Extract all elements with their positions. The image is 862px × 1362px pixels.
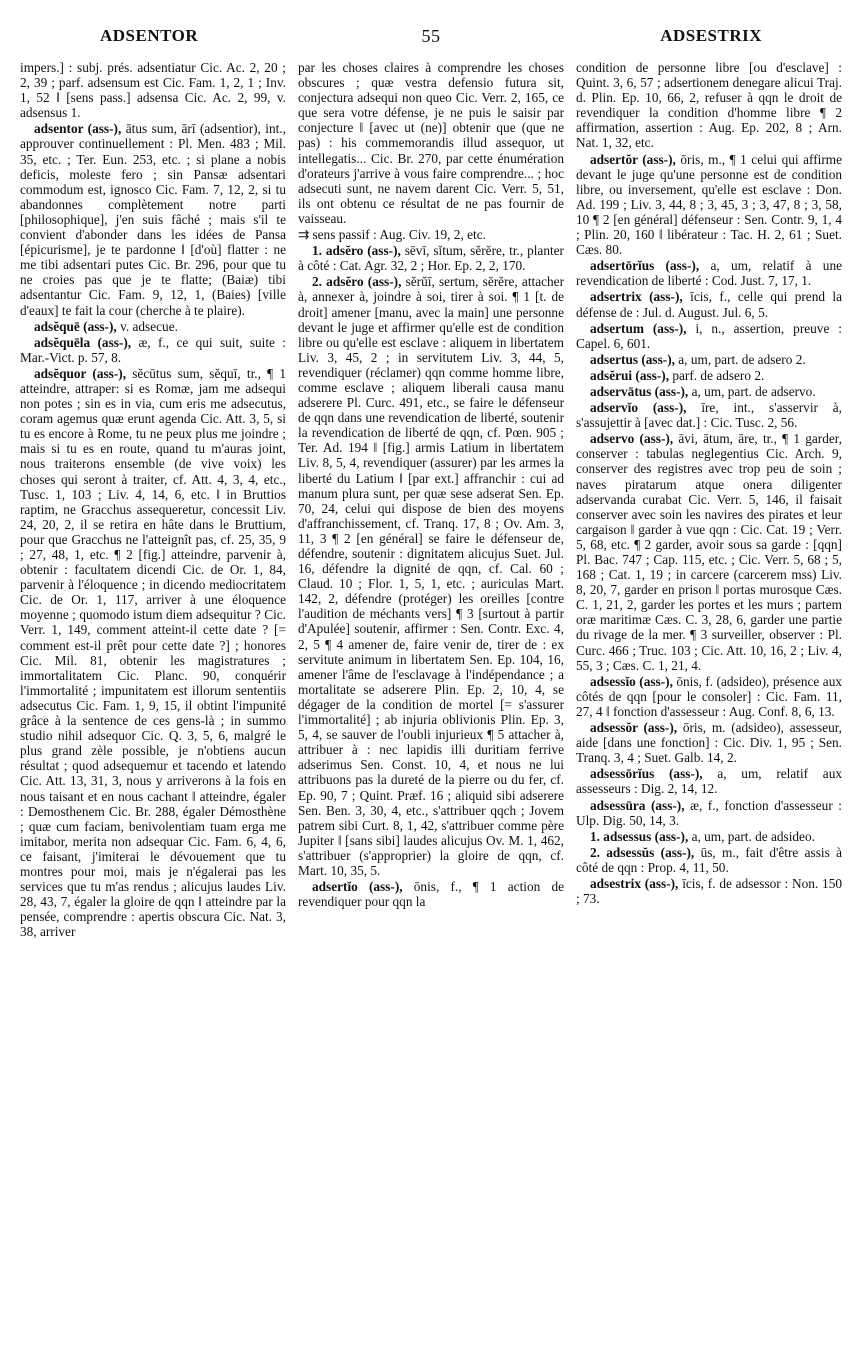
dictionary-entry	[576, 400, 842, 430]
entry-text: sĕcūtus sum, sĕquī, tr., ¶ 1 atteindre, attraper: si es Romæ, jam me adsequi non potes ; sin es in via, cum eris me adsecutus, coram agemus quæ erunt agenda Cic. Att. 3, 5, si tu es encore à Rome, tu ne peux plus me joindre ; mais si tu es en route, quand tu m'auras joint, nous traiterons ensemble (de vive voix) les choses qui seront à traiter, cf. Att. 4, 3, 4, etc., Tusc. 1, 103 ; Liv. 4, 14, 6, etc. ‖ in Bruttios raptim, ne Gracchus assequeretur, concessit Liv. 24, 20, 2, il se retira en hâte dans le Bruttium, pour que Gracchus ne l'atteignît pas, cf. 25, 35, 9 ; 27, 48, 1, etc. ¶ 2 [fig.] atteindre, parvenir à, obtenir : facultatem dicendi Cic. de Or. 1, 84, parvenir à l'éloquence ; in dicendo mediocritatem Cic. de Or. 1, 117, arriver à une éloquence moyenne ; quomodo istum diem adsequitur ? Cic. Verr. 1, 149, comment atteint-il cette date ? [= comment est-il prêt pour cette date ?] ; honores Cic. Mil. 81, obtenir les magistratures ; immortalitatem Cic. Planc. 90, conquérir l'immortalité ; impunitatem est illorum sententiis adsecutus Cic. Fam. 1, 9, 15, il obtint l'impunité grâce à la sentence de ces gens-là ; in summo studio nihil adsequor Cic. Q. 3, 5, 6, malgré le plus grand zèle possible, je n'obtiens aucun résultat ; quod adsequemur et tacendo et latendo Cic. Att. 13, 31, 3, nous y arriverons à la fois en nous taisant et en nous cachant ‖ atteindre, égaler : Demosthenem Cic. Br. 288, égaler Démosthène ; quæ cum faciam, benivolentiam tuam erga me imitabor, merita non adsequar Cic. Fam. 6, 4, 6, ce faisant, j'imiterai le dévouement que tu montres pour moi, mais je n'égalerai pas les services que tu m'as rendus ; alicujus laudes Liv. 28, 43, 7, égaler la gloire de qqn ‖ atteindre par la pensée, comprendre : apertis obscura Cic. Nat. 3, 38, arriver	[20, 365, 286, 940]
dictionary-entry	[576, 384, 842, 399]
entry-headword: adsĕquor (ass-),	[34, 365, 127, 381]
entry-text: a, um, part. de adsideo.	[691, 828, 815, 844]
entry-text: ūs, m., fait d'être assis à côté de qqn : Prop. 4, 11, 50.	[576, 844, 842, 875]
entry-headword: 1. adsessus (ass-),	[590, 828, 689, 844]
column-right	[576, 60, 842, 1350]
dictionary-entry	[298, 60, 564, 226]
dictionary-entry	[576, 766, 842, 796]
entry-text: æ, f., ce qui suit, suite : Mar.-Vict. p. 57, 8.	[20, 334, 286, 365]
dictionary-entry	[298, 274, 564, 878]
dictionary-entry	[298, 879, 564, 909]
entry-text: īre, int., s'asservir à, s'assujettir à [avec dat.] : Cic. Tusc. 2, 56.	[576, 400, 842, 431]
entry-headword: adsĕrui (ass-),	[590, 367, 670, 383]
entry-text: āvi, ātum, āre, tr., ¶ 1 garder, conserver : tabulas neglegentius Cic. Arch. 9, conserver des registres avec trop peu de soin ; naves piratarum atque onera diligenter adservanda curabat Cic. Verr. 5, 146, il faisait conserver avec soin les navires des pirates et leur cargaison ‖ garder à vue qqn : Cic. Cat. 19 ; Verr. 5, 68, etc. ¶ 2 garder, avoir sous sa garde : [qqn] Pl. Bac. 747 ; Cap. 115, etc. ; Cic. Verr. 5, 68 ; 5, 168 ; Cat. 1, 19 ; in carcere (carcerem mss) Liv. 8, 20, 7, garder en prison ‖ portas murosque Cæs. C. 1, 21, 2, garder les portes et les murs ; partem oræ maritimæ Cæs. C. 3, 28, 6, garder une partie du rivage de la mer. ¶ 3 surveiller, observer : Pl. Curc. 466 ; Truc. 103 ; Cic. Att. 10, 16, 2 ; Liv. 4, 55, 3 ; Cæs. C. 1, 21, 4.	[576, 431, 842, 673]
entry-headword: adsĕquē (ass-),	[34, 318, 117, 334]
dictionary-entry	[576, 720, 842, 765]
dictionary-entry	[576, 829, 842, 844]
entry-headword: adsessŏr (ass-),	[590, 720, 678, 736]
dictionary-entry	[576, 152, 842, 258]
entry-headword: adsertrix (ass-),	[590, 289, 683, 305]
entry-headword: adsertĭo (ass-),	[312, 879, 403, 895]
dictionary-entry	[20, 366, 286, 940]
dictionary-entry	[576, 368, 842, 383]
entry-headword: adservĭo (ass-),	[590, 400, 687, 416]
entry-headword: adsertōrĭus (ass-),	[590, 258, 700, 274]
running-head-left: ADSENTOR	[100, 26, 199, 45]
entry-text: v. adsecue.	[120, 318, 178, 334]
dictionary-entry	[576, 60, 842, 151]
entry-headword: 1. adsĕro (ass-),	[312, 243, 401, 259]
entry-headword: adsestrix (ass-),	[590, 875, 679, 891]
dictionary-entry	[20, 319, 286, 334]
dictionary-entry	[298, 243, 564, 273]
entry-text: impers.] : subj. prés. adsentiatur Cic. Ac. 2, 20 ; 2, 39 ; parf. adsensum est Cic. Fam. 1, 2, 1 ; Inv. 1, 52 ‖ [sens pass.] adsensa Cic. Ac. 2, 99, v. adsensus 1.	[20, 60, 286, 121]
dictionary-entry	[576, 321, 842, 351]
entry-text: īcis, f. de adsessor : Non. 150 ; 73.	[576, 875, 842, 907]
entry-text: ōnis, f. (adsideo), présence aux côtés de qqn [pour le consoler] : Cic. Fam. 11, 27, 4 ‖ fonction d'assesseur : Aug. Conf. 8, 6, 13.	[576, 673, 842, 719]
entry-text: condition de personne libre [ou d'esclave] : Quint. 3, 6, 57 ; adsertionem denegare alicui Traj. d. Plin. Ep. 10, 66, 2, refuser à qqn le droit de revendiquer la condition d'homme libre ¶ 2 affirmation, assertion : Aug. Ep. 202, 8 ; Arn. Nat. 1, 32, etc.	[576, 60, 842, 151]
entry-text: a, um, relatif à une revendication de liberté : Cod. Just. 7, 17, 1.	[576, 258, 842, 289]
entry-text: ātus sum, ārī (adsentior), int., approuver continuellement : Pl. Men. 483 ; Mil. 35, etc. ; Ter. Eun. 253, etc. ; si plane a nobis deficis, moleste fero ; sin Pansæ adsentari commodum est, ignosco Cic. Fam. 7, 12, 2, si tu abandonnes complètement notre parti [philosophique], j'en suis fâché ; mais s'il te convient d'abonder dans les idées de Pansa [épicurisme], je te pardonne ‖ [d'où] flatter : ne me tibi adsentari putes Cic. Br. 296, pour que tu ne croies pas que je te flatte; (Baiæ) tibi adsentantur Cic. Fam. 9, 12, 1, (Baies) [ville d'eaux] te fait la cour (cherche à te plaire).	[20, 121, 286, 318]
entry-text: i, n., assertion, preuve : Capel. 6, 601.	[576, 320, 842, 351]
entry-headword: adsertum (ass-),	[590, 320, 687, 336]
dictionary-entry	[576, 258, 842, 288]
entry-headword: 2. adsessŭs (ass-),	[590, 844, 695, 860]
entry-text: sēvī, sĭtum, sĕrĕre, tr., planter à côté : Cat. Agr. 32, 2 ; Hor. Ep. 2, 2, 170.	[298, 243, 564, 274]
entry-headword: adsentor (ass-),	[34, 121, 122, 137]
dictionary-entry	[576, 431, 842, 673]
dictionary-entry	[20, 121, 286, 317]
dictionary-entry	[576, 798, 842, 828]
dictionary-entry	[576, 674, 842, 719]
dictionary-entry	[576, 289, 842, 319]
entry-text: īcis, f., celle qui prend la défense de : Jul. d. August. Jul. 6, 5.	[576, 289, 842, 320]
entry-text: ⇉ sens passif : Aug. Civ. 19, 2, etc.	[298, 227, 486, 243]
entry-text: a, um, part. de adsero 2.	[678, 351, 806, 367]
entry-headword: 2. adsĕro (ass-),	[312, 274, 402, 290]
dictionary-columns	[20, 60, 842, 1350]
dictionary-entry	[576, 352, 842, 367]
page-number: 55	[421, 26, 441, 46]
column-middle	[298, 60, 564, 1350]
column-left	[20, 60, 286, 1350]
entry-text: a, um, relatif aux assesseurs : Dig. 2, 14, 12.	[576, 766, 842, 797]
entry-headword: adsessōrĭus (ass-),	[590, 766, 703, 782]
dictionary-entry	[20, 335, 286, 365]
entry-headword: adsĕquēla (ass-),	[34, 334, 132, 350]
page-header	[20, 26, 842, 52]
entry-text: ōnis, f., ¶ 1 action de revendiquer pour qqn la	[298, 879, 564, 910]
entry-text: ōris, m., ¶ 1 celui qui affirme devant le juge qu'une personne est de condition libre, ou inversement, qu'elle est esclave : Don. Ad. 199 ; Liv. 3, 44, 8 ; 3, 45, 3 ; 3, 47, 8 ; 3, 58, 10 ¶ 2 [en général] défenseur : Sen. Contr. 9, 1, 4 ; Plin. 20, 160 ‖ libérateur : Tac. H. 2, 61 ; Suet. Cæs. 80.	[576, 151, 842, 258]
entry-headword: adservo (ass-),	[590, 431, 674, 447]
entry-headword: adsertŏr (ass-),	[590, 151, 676, 167]
running-head-right: ADSESTRIX	[660, 26, 762, 45]
entry-text: sĕrŭī, sertum, sĕrĕre, attacher à, annexer à, joindre à soi, tirer à soi. ¶ 1 [t. de droit] amener [manu, avec la main] une personne devant le juge et affirmer qu'elle est de condition libre ou qu'elle est esclave : aliquem in libertatem Liv. 3, 45, 2 ; in servitutem Liv. 3, 44, 5, revendiquer (réclamer) qqn comme homme libre, comme esclave ; aliquem liberali causa manu adserere Pl. Curc. 491, etc., se faire le défenseur de qqn dans une revendication de liberté, soutenir la revendication de liberté de qqn, cf. Pœn. 905 ; Ter. Ad. 194 ‖ [fig.] armis Latium in libertatem Liv. 8, 5, 4, revendiquer (assurer) par les armes la liberté du Latium ‖ [par ext.] affranchir : cui ad manum plura sunt, per quæ sese adserat Sen. Ep. 70, 24, celui qui dispose de bien des moyens d'affranchissement, cf. Tranq. 17, 8 ; Ov. Am. 3, 11, 3 ¶ 2 [en général] se faire le défenseur de, défendre, soutenir : dignitatem alicujus Suet. Jul. 16, défendre la dignité de qqn, cf. Cal. 60 ; Claud. 10 ; Flor. 1, 5, 1, etc. ; auriculas Mart. 142, 2, défendre (protéger) les oreilles [contre l'audition de méchants vers] ¶ 3 [surtout à partir d'Apulée] soutenir, affirmer : Sen. Contr. Exc. 4, 2, 5 ¶ 4 amener de, faire venir de, tirer de : ex servitute animum in libertatem Sen. Ep. 104, 16, amener l'âme de l'esclavage à l'indépendance ; a mortalitate se adserere Plin. Ep. 2, 10, 4, se dégager de la condition de mortel [= s'assurer l'immortalité] ; ab injuria oblivionis Plin. Ep. 3, 5, 4, se sauver de l'oubli injurieux ¶ 5 attacher à, attribuer à : nec lapidis illi duritiam ferrive adserimus Sen. Const. 10, 4, et nous ne lui attribuons pas la dureté de la pierre ou du fer, cf. Ep. 90, 7 ; Quint. Præf. 16 ; aliquid sibi adserere Sen. Ben. 3, 30, 4, etc., s'attribuer qqch ; Jovem patrem sibi Curt. 8, 1, 42, s'attribuer comme père Jupiter ‖ [sans sibi] laudes alicujus Ov. M. 1, 462, s'attribuer (s'approprier) la gloire de qqn, cf. Mart. 10, 35, 5.	[298, 274, 564, 878]
entry-text: æ, f., fonction d'assesseur : Ulp. Dig. 50, 14, 3.	[576, 797, 842, 828]
entry-headword: adsertus (ass-),	[590, 351, 675, 367]
entry-text: ōris, m. (adsideo), assesseur, aide [dans une fonction] : Cic. Div. 1, 95 ; Sen. Tranq. 3, 4 ; Suet. Galb. 14, 2.	[576, 720, 842, 766]
dictionary-entry	[298, 227, 564, 242]
entry-text: parf. de adsero 2.	[672, 367, 765, 383]
entry-text: par les choses claires à comprendre les choses obscures ; quæ vestra defensio futura sit, conjectura adsequi non queo Cic. Verr. 2, 165, ce que sera votre défense, je ne puis le saisir par conjecture ‖ [avec ut (ne)] obtenir que (que ne pas) : his commemorandis illud assequor, ut intellegatis... Cic. Br. 270, par cette énumération d'orateurs j'arrive à vous faire comprendre... ; hoc adsecuti sunt, ne navem darent Cic. Verr. 5, 51, ils ont obtenu ce résultat de ne pas fournir de vaisseau.	[298, 60, 564, 226]
dictionary-entry	[20, 60, 286, 120]
entry-headword: adservātus (ass-),	[590, 383, 689, 399]
entry-headword: adsessĭo (ass-),	[590, 673, 673, 689]
dictionary-entry	[576, 845, 842, 875]
entry-headword: adsessūra (ass-),	[590, 797, 685, 813]
dictionary-entry	[576, 876, 842, 906]
entry-text: a, um, part. de adservo.	[691, 383, 816, 399]
